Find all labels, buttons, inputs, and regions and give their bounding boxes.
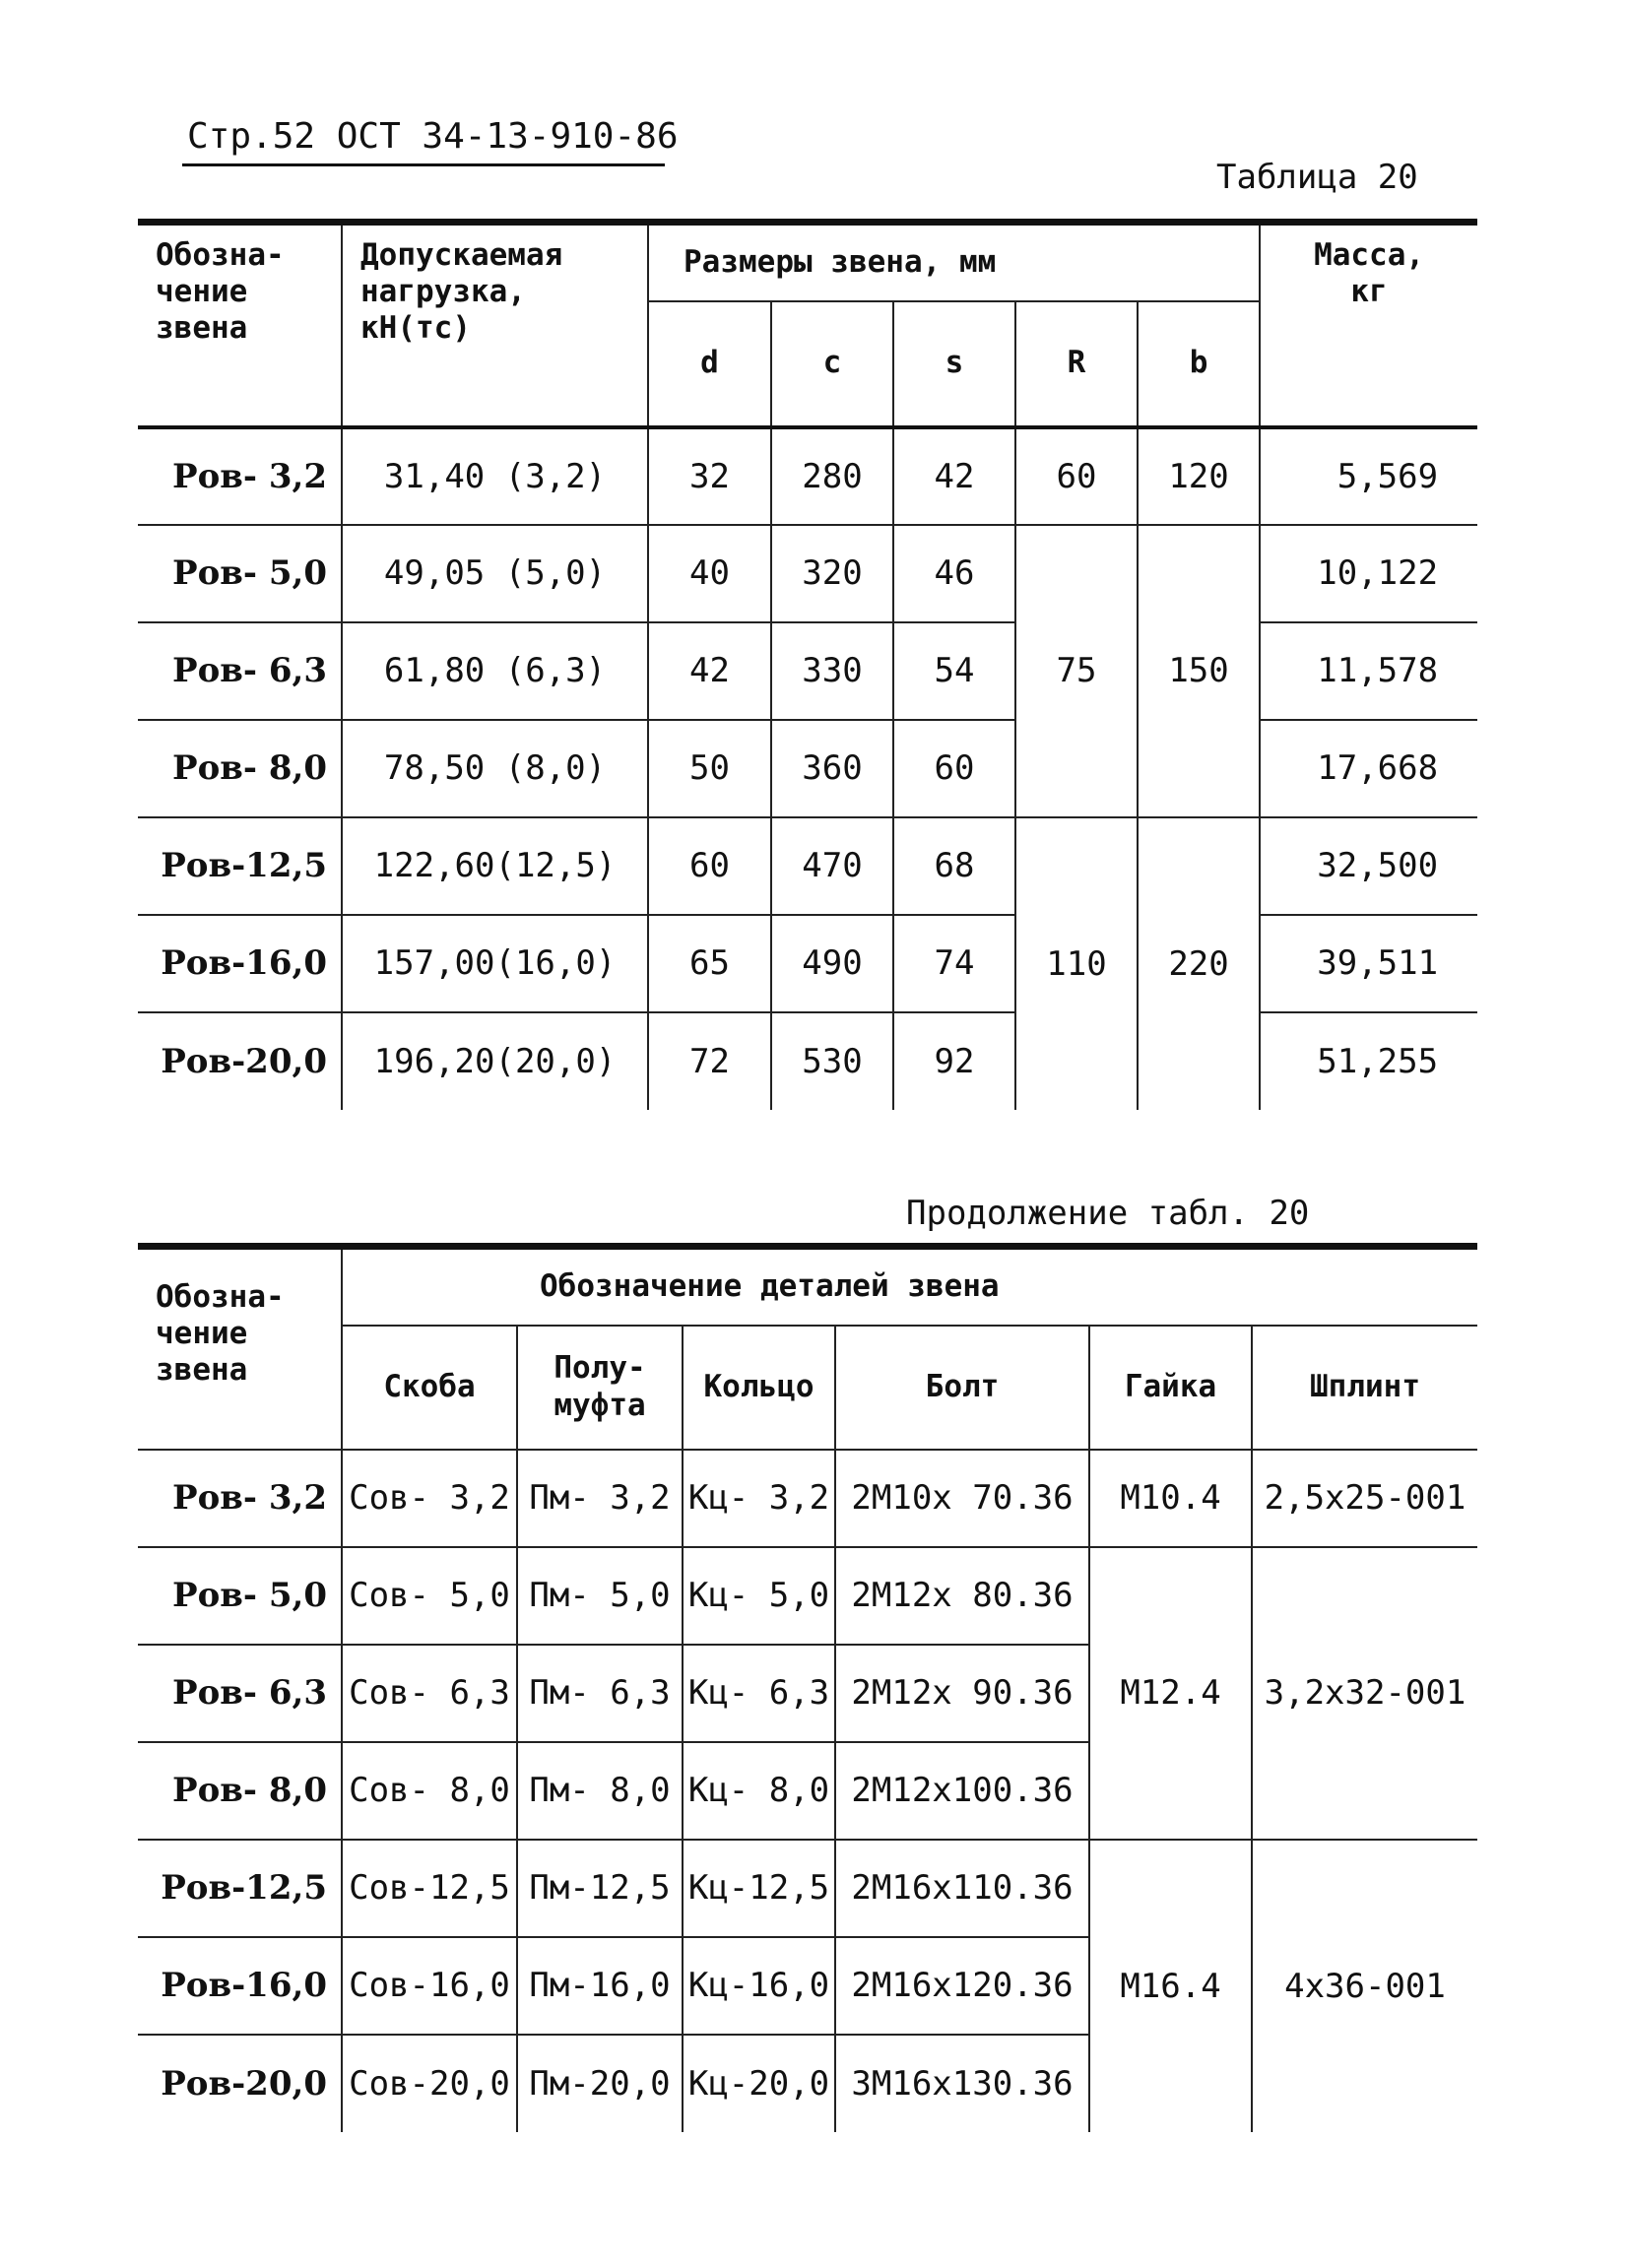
header-d: d [648, 301, 771, 427]
row-half-coupling: Пм- 3,2 [517, 1450, 683, 1547]
row-d: 60 [648, 817, 771, 915]
row-bracket: Сов- 5,0 [342, 1547, 517, 1645]
table-row [138, 1450, 1477, 1547]
table-row [138, 720, 1477, 817]
table-20-continuation [138, 1243, 1477, 2132]
row-name: Ров- 3,2 [138, 1450, 342, 1547]
row-bracket: Сов- 8,0 [342, 1742, 517, 1840]
row-mass: 5,569 [1260, 427, 1477, 525]
row-load: 49,05 (5,0) [342, 525, 648, 622]
row-d: 42 [648, 622, 771, 720]
merged-nut: М16.4 [1089, 1840, 1252, 2132]
row-c: 490 [771, 915, 893, 1012]
merged-nut: М12.4 [1089, 1547, 1252, 1840]
row-name: Ров- 3,2 [138, 427, 342, 525]
header-half-coupling: Полу- муфта [517, 1326, 683, 1450]
header-nut: Гайка [1089, 1326, 1252, 1450]
row-ring: Кц- 8,0 [683, 1742, 835, 1840]
table-row [138, 622, 1477, 720]
row-half-coupling: Пм- 8,0 [517, 1742, 683, 1840]
row-s: 46 [893, 525, 1015, 622]
table-row [138, 427, 1477, 525]
row-load: 196,20(20,0) [342, 1012, 648, 1110]
row-c: 330 [771, 622, 893, 720]
row-nut: М10.4 [1089, 1450, 1252, 1547]
header-c: c [771, 301, 893, 427]
row-bracket: Сов-12,5 [342, 1840, 517, 1937]
merged-pin: 4х36-001 [1252, 1840, 1477, 2132]
row-d: 32 [648, 427, 771, 525]
row-s: 42 [893, 427, 1015, 525]
row-s: 60 [893, 720, 1015, 817]
row-half-coupling: Пм-20,0 [517, 2035, 683, 2132]
table-row [138, 1547, 1477, 1645]
row-bolt: 2М16х120.36 [835, 1937, 1089, 2035]
row-bolt: 2М12х 90.36 [835, 1645, 1089, 1742]
table-row [138, 1012, 1477, 1110]
row-name: Ров-12,5 [138, 1840, 342, 1937]
row-R: 60 [1015, 427, 1138, 525]
row-name: Ров-20,0 [138, 2035, 342, 2132]
row-name: Ров- 5,0 [138, 1547, 342, 1645]
row-mass: 10,122 [1260, 525, 1477, 622]
page-header: Стр.52 ОСТ 34-13-910-86 [187, 116, 679, 157]
row-d: 65 [648, 915, 771, 1012]
row-half-coupling: Пм- 5,0 [517, 1547, 683, 1645]
header-ring: Кольцо [683, 1326, 835, 1450]
header-underline [182, 163, 665, 166]
row-ring: Кц-16,0 [683, 1937, 835, 2035]
row-bolt: 3М16х130.36 [835, 2035, 1089, 2132]
row-mass: 51,255 [1260, 1012, 1477, 1110]
row-bolt: 2М12х 80.36 [835, 1547, 1089, 1645]
row-pin: 2,5х25-001 [1252, 1450, 1477, 1547]
row-c: 530 [771, 1012, 893, 1110]
row-load: 122,60(12,5) [342, 817, 648, 915]
row-half-coupling: Пм-16,0 [517, 1937, 683, 2035]
table-row [138, 915, 1477, 1012]
header-bolt: Болт [835, 1326, 1089, 1450]
row-mass: 11,578 [1260, 622, 1477, 720]
row-ring: Кц- 6,3 [683, 1645, 835, 1742]
row-bracket: Сов- 3,2 [342, 1450, 517, 1547]
row-mass: 17,668 [1260, 720, 1477, 817]
row-d: 40 [648, 525, 771, 622]
row-d: 50 [648, 720, 771, 817]
row-name: Ров-20,0 [138, 1012, 342, 1110]
row-load: 31,40 (3,2) [342, 427, 648, 525]
row-load: 61,80 (6,3) [342, 622, 648, 720]
table-row [138, 525, 1477, 622]
row-name: Ров- 6,3 [138, 622, 342, 720]
row-ring: Кц-12,5 [683, 1840, 835, 1937]
header-R: R [1015, 301, 1138, 427]
header-designation: Обозна- чение звена [138, 1247, 342, 1450]
header-parts: Обозначение деталей звена [342, 1247, 1477, 1326]
merged-pin: 3,2х32-001 [1252, 1547, 1477, 1840]
header-designation: Обозна- чение звена [138, 223, 342, 427]
merged-b: 220 [1138, 817, 1260, 1110]
row-half-coupling: Пм- 6,3 [517, 1645, 683, 1742]
row-half-coupling: Пм-12,5 [517, 1840, 683, 1937]
row-bracket: Сов- 6,3 [342, 1645, 517, 1742]
header-s: s [893, 301, 1015, 427]
table-row [138, 817, 1477, 915]
merged-R: 110 [1015, 817, 1138, 1110]
table-label: Таблица 20 [1216, 158, 1418, 197]
row-c: 470 [771, 817, 893, 915]
row-s: 54 [893, 622, 1015, 720]
row-c: 280 [771, 427, 893, 525]
row-b: 120 [1138, 427, 1260, 525]
row-name: Ров- 8,0 [138, 1742, 342, 1840]
row-s: 92 [893, 1012, 1015, 1110]
row-s: 68 [893, 817, 1015, 915]
row-name: Ров-12,5 [138, 817, 342, 915]
row-mass: 39,511 [1260, 915, 1477, 1012]
row-bracket: Сов-20,0 [342, 2035, 517, 2132]
header-load: Допускаемая нагрузка, кН(тс) [342, 223, 648, 427]
header-bracket: Скоба [342, 1326, 517, 1450]
row-ring: Кц-20,0 [683, 2035, 835, 2132]
table-20 [138, 219, 1477, 1110]
row-s: 74 [893, 915, 1015, 1012]
row-ring: Кц- 3,2 [683, 1450, 835, 1547]
row-name: Ров- 5,0 [138, 525, 342, 622]
row-mass: 32,500 [1260, 817, 1477, 915]
merged-b: 150 [1138, 525, 1260, 817]
row-name: Ров-16,0 [138, 1937, 342, 2035]
row-name: Ров- 8,0 [138, 720, 342, 817]
continuation-label: Продолжение табл. 20 [906, 1194, 1310, 1233]
row-load: 157,00(16,0) [342, 915, 648, 1012]
table-row [138, 1840, 1477, 1937]
merged-R: 75 [1015, 525, 1138, 817]
row-bolt: 2М12х100.36 [835, 1742, 1089, 1840]
row-c: 320 [771, 525, 893, 622]
header-dimensions: Размеры звена, мм [648, 223, 1260, 301]
header-b: b [1138, 301, 1260, 427]
row-d: 72 [648, 1012, 771, 1110]
row-name: Ров- 6,3 [138, 1645, 342, 1742]
header-mass: Масса, кг [1260, 223, 1477, 427]
row-load: 78,50 (8,0) [342, 720, 648, 817]
row-bolt: 2М16х110.36 [835, 1840, 1089, 1937]
row-c: 360 [771, 720, 893, 817]
header-pin: Шплинт [1252, 1326, 1477, 1450]
row-bracket: Сов-16,0 [342, 1937, 517, 2035]
row-name: Ров-16,0 [138, 915, 342, 1012]
row-bolt: 2М10х 70.36 [835, 1450, 1089, 1547]
row-ring: Кц- 5,0 [683, 1547, 835, 1645]
